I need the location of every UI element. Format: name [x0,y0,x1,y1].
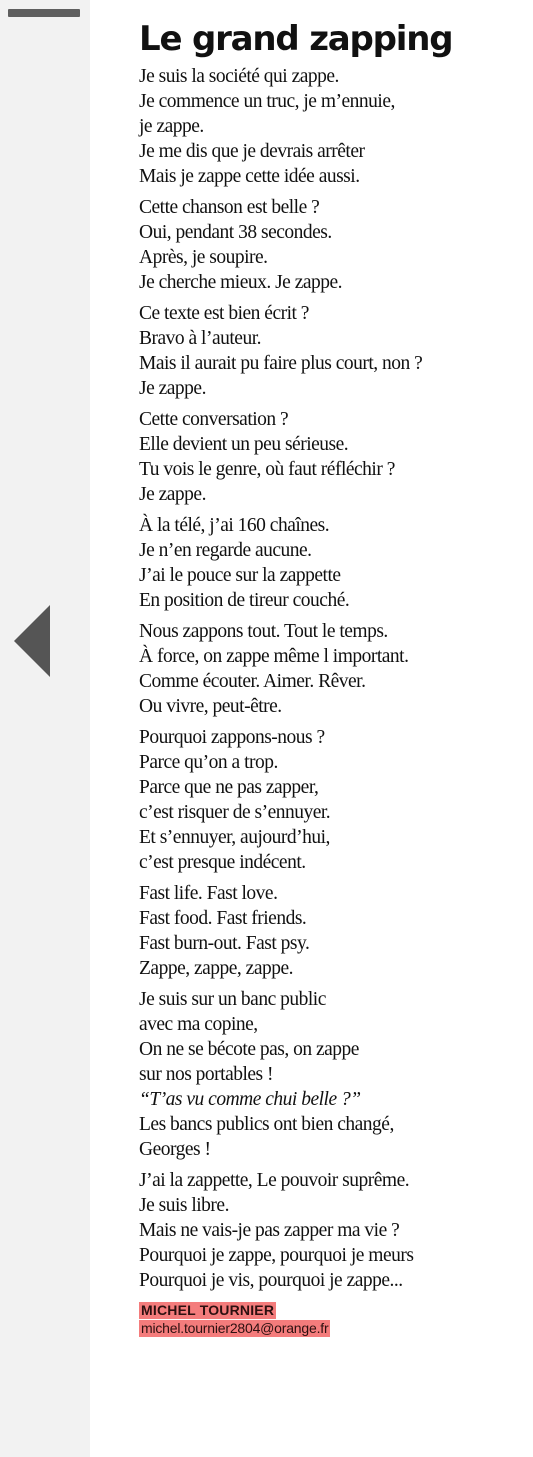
poem-line: Comme écouter. Aimer. Rêver. [139,671,366,692]
poem-line: Tu vois le genre, où faut réfléchir ? [139,459,395,480]
poem-line: Ce texte est bien écrit ? [139,303,309,324]
poem-body [139,64,529,1293]
left-gutter [0,0,90,1457]
poem-line: sur nos portables ! [139,1064,274,1085]
poem-line: Je zappe. [139,378,206,399]
poem-line: “T’as vu comme chui belle ?” [139,1089,361,1110]
menu-bar-icon[interactable] [8,9,80,17]
article-title: Le grand zapping [139,19,453,59]
poem-line: Parce que ne pas zapper, [139,777,319,798]
poem-line: Je suis libre. [139,1195,229,1216]
article [139,14,529,1338]
poem-line: Je me dis que je devrais arrêter [139,141,365,162]
left-arrow-icon[interactable] [14,605,50,677]
poem-line: Pourquoi je zappe, pourquoi je meurs [139,1245,414,1266]
poem-line: Georges ! [139,1139,211,1160]
poem-line: Pourquoi je vis, pourquoi je zappe... [139,1270,403,1291]
poem-line: À force, on zappe même l important. [139,646,409,667]
poem-line: Elle devient un peu sérieuse. [139,434,349,455]
poem-stanza [139,64,529,189]
poem-line: avec ma copine, [139,1014,258,1035]
poem-line: Fast food. Fast friends. [139,908,307,929]
poem-line: En position de tireur couché. [139,590,350,611]
poem-line: On ne se bécote pas, on zappe [139,1039,359,1060]
poem-line: Bravo à l’auteur. [139,328,261,349]
poem-line: je zappe. [139,116,204,137]
poem-line: J’ai le pouce sur la zappette [139,565,341,586]
poem-line: c’est risquer de s’ennuyer. [139,802,331,823]
poem-line: Les bancs publics ont bien changé, [139,1114,394,1135]
poem-line: Après, je soupire. [139,247,268,268]
poem-stanza [139,195,529,295]
poem-stanza [139,987,529,1162]
poem-line: Mais il aurait pu faire plus court, non ? [139,353,423,374]
poem-line: Et s’ennuyer, aujourd’hui, [139,827,330,848]
poem-stanza [139,619,529,719]
author-email[interactable]: michel.tournier2804@orange.fr [141,1320,329,1336]
poem-line: Je zappe. [139,484,206,505]
poem-line: Mais ne vais-je pas zapper ma vie ? [139,1220,400,1241]
poem-line: Parce qu’on a trop. [139,752,278,773]
poem-line: c’est presque indécent. [139,852,306,873]
poem-line: Je suis la société qui zappe. [139,66,339,87]
author-signature [139,1302,529,1338]
poem-line: Nous zappons tout. Tout le temps. [139,621,388,642]
poem-stanza [139,881,529,981]
poem-stanza [139,407,529,507]
poem-stanza [139,1168,529,1293]
poem-line: Oui, pendant 38 secondes. [139,222,332,243]
poem-line: Je cherche mieux. Je zappe. [139,272,343,293]
poem-stanza [139,301,529,401]
poem-line: À la télé, j’ai 160 chaînes. [139,515,330,536]
poem-line: Zappe, zappe, zappe. [139,958,294,979]
poem-line: Je n’en regarde aucune. [139,540,312,561]
poem-line: Je suis sur un banc public [139,989,326,1010]
poem-stanza [139,513,529,613]
poem-line: Fast life. Fast love. [139,883,278,904]
poem-line: Cette chanson est belle ? [139,197,320,218]
poem-line: Mais je zappe cette idée aussi. [139,166,360,187]
poem-line: Pourquoi zappons-nous ? [139,727,325,748]
poem-line: Fast burn-out. Fast psy. [139,933,310,954]
poem-line: Ou vivre, peut-être. [139,696,282,717]
poem-line: Je commence un truc, je m’ennuie, [139,91,395,112]
poem-line: Cette conversation ? [139,409,289,430]
poem-stanza [139,725,529,875]
poem-line: J’ai la zappette, Le pouvoir suprême. [139,1170,410,1191]
author-name: MICHEL TOURNIER [141,1302,275,1318]
